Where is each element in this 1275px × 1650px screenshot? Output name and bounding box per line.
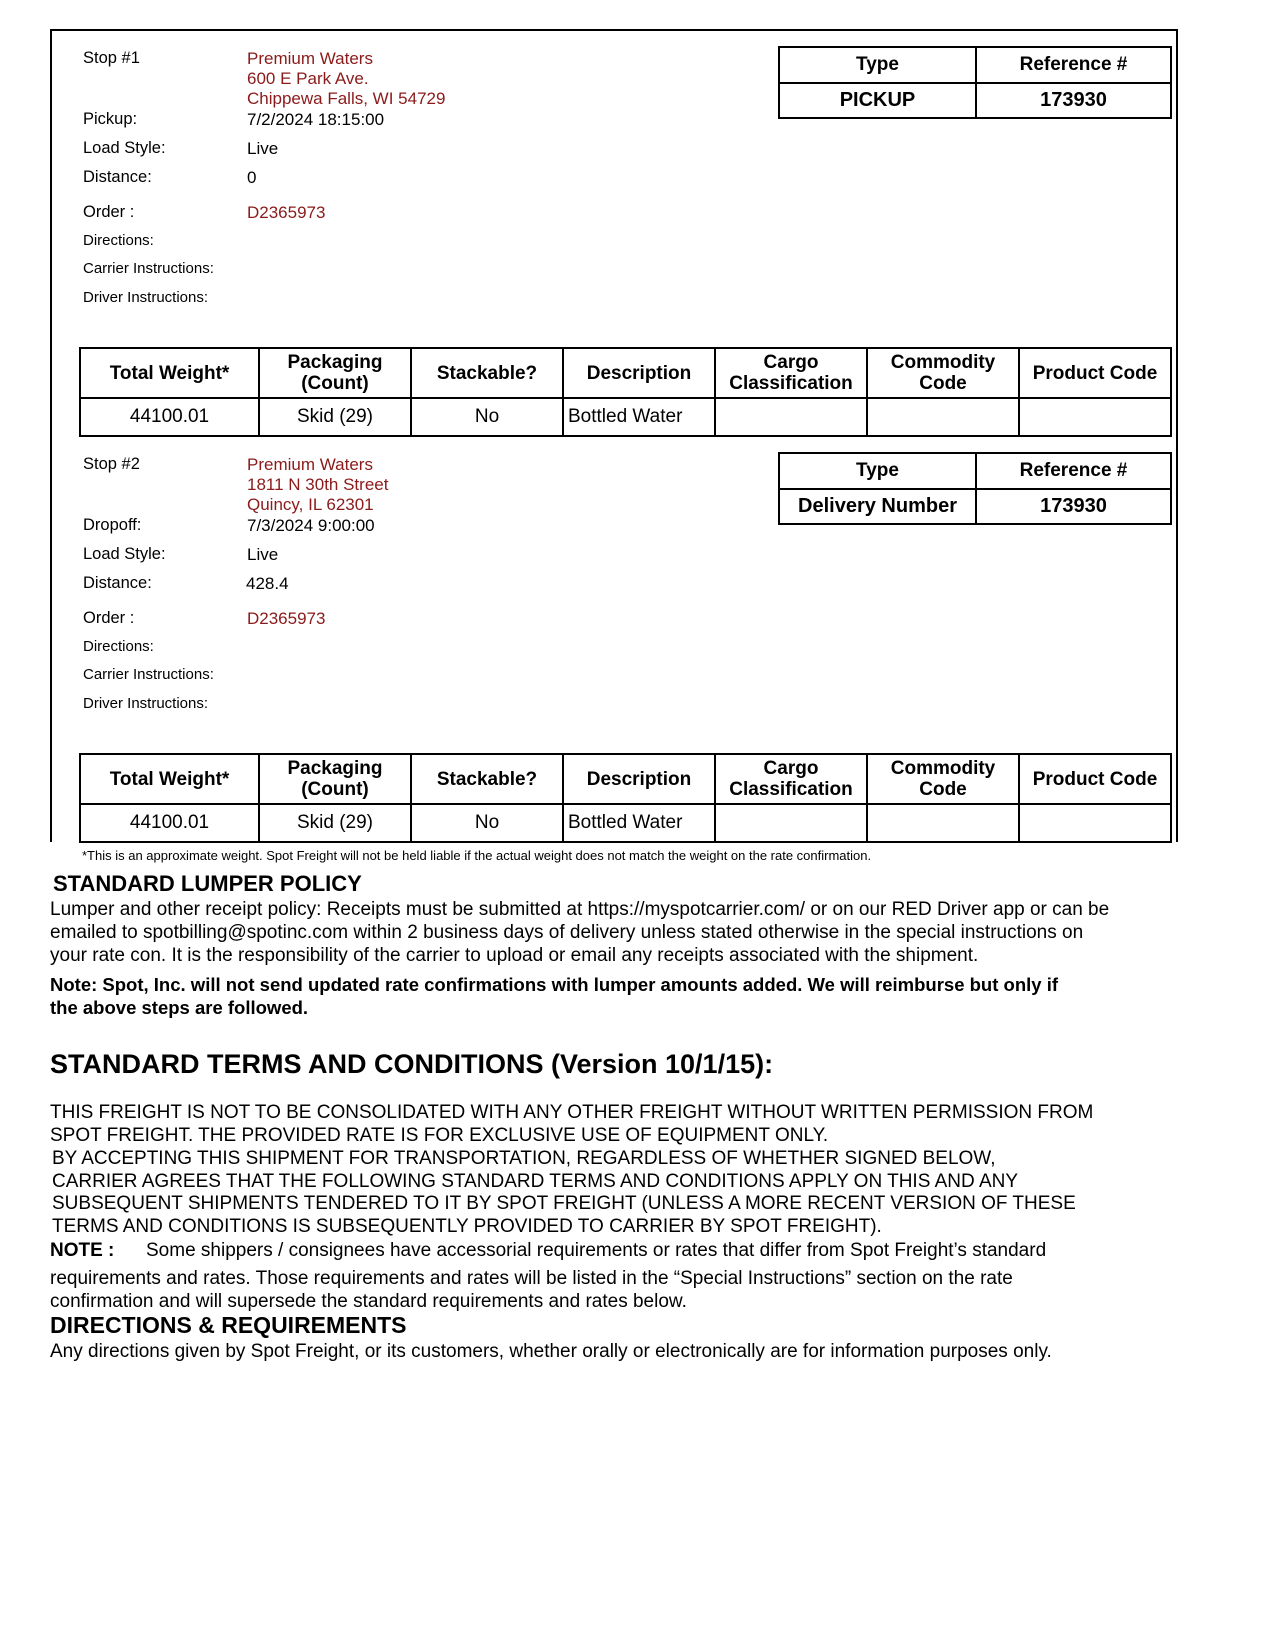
- cargo-packaging: Skid (29): [259, 398, 411, 436]
- stop-address-2: Chippewa Falls, WI 54729: [247, 89, 446, 108]
- lumper-note-line-2: the above steps are followed.: [50, 997, 309, 1018]
- cargo-product-code: [1019, 804, 1171, 842]
- carrier-instructions-label: Carrier Instructions:: [83, 260, 214, 277]
- cargo-header-description: Description: [563, 348, 715, 398]
- cargo-weight: 44100.01: [80, 398, 259, 436]
- cargo-header-weight: Total Weight*: [80, 754, 259, 804]
- ref-header-type: Type: [779, 453, 976, 489]
- cargo-description: Bottled Water: [563, 398, 715, 436]
- directions-label: Directions:: [83, 232, 154, 249]
- stop-label: Stop #1: [83, 49, 140, 67]
- cargo-classification: [715, 398, 867, 436]
- cargo-header-product-code: Product Code: [1019, 348, 1171, 398]
- cargo-header-description: Description: [563, 754, 715, 804]
- terms-note-first-line: Some shippers / consignees have accessorial requirements or rates that differ from Spot Freight’s standard: [146, 1240, 1047, 1261]
- cargo-header-packaging: Packaging (Count): [259, 348, 411, 398]
- lumper-line-2: emailed to spotbilling@spotinc.com within 2 business days of delivery unless stated otherwise in the special instructions on: [50, 922, 1084, 943]
- terms-line-1: THIS FREIGHT IS NOT TO BE CONSOLIDATED WITH ANY OTHER FREIGHT WITHOUT WRITTEN PERMISSION FROM: [50, 1102, 1094, 1123]
- cargo-header-weight: Total Weight*: [80, 348, 259, 398]
- order-number: D2365973: [247, 609, 326, 628]
- order-number: D2365973: [247, 203, 326, 222]
- stop-1-section: [50, 29, 1178, 436]
- distance-value: 0: [247, 168, 257, 187]
- stop-company: Premium Waters: [247, 455, 373, 474]
- load-style-value: Live: [247, 545, 279, 564]
- lumper-line-1: Lumper and other receipt policy: Receipts must be submitted at https://myspotcarrier.com/ or on our RED Driver app or can be: [50, 899, 1110, 920]
- cargo-classification: [715, 804, 867, 842]
- terms-note-label: NOTE :: [50, 1240, 115, 1261]
- cargo-table: [79, 347, 1172, 437]
- ref-header-number: Reference #: [976, 453, 1171, 489]
- cargo-description: Bottled Water: [563, 804, 715, 842]
- cargo-weight: 44100.01: [80, 804, 259, 842]
- cargo-header-product-code: Product Code: [1019, 754, 1171, 804]
- carrier-instructions-label: Carrier Instructions:: [83, 666, 214, 683]
- lumper-line-3: your rate con. It is the responsibility of the carrier to upload or email any receipts associated with the shipment.: [50, 945, 979, 966]
- reference-table: [778, 46, 1172, 119]
- lumper-note-line-1: Note: Spot, Inc. will not send updated rate confirmations with lumper amounts added. We will reimburse but only if: [50, 974, 1058, 995]
- weight-disclaimer: *This is an approximate weight. Spot Freight will not be held liable if the actual weight does not match the weight on the rate confirmation.: [82, 848, 872, 863]
- cargo-header-classification: Cargo Classification: [715, 754, 867, 804]
- cargo-commodity: [867, 398, 1019, 436]
- cargo-product-code: [1019, 398, 1171, 436]
- ref-type-value: PICKUP: [779, 83, 976, 118]
- cargo-stackable: No: [411, 398, 563, 436]
- stop-company: Premium Waters: [247, 49, 373, 68]
- distance-value: 428.4: [246, 574, 289, 593]
- table-row: [80, 804, 1171, 842]
- cargo-stackable: No: [411, 804, 563, 842]
- terms-line-5: SUBSEQUENT SHIPMENTS TENDERED TO IT BY SPOT FREIGHT (UNLESS A MORE RECENT VERSION OF THESE: [52, 1193, 1076, 1214]
- terms-heading: STANDARD TERMS AND CONDITIONS (Version 10/1/15):: [50, 1049, 774, 1079]
- cargo-header-commodity: Commodity Code: [867, 348, 1019, 398]
- cargo-commodity: [867, 804, 1019, 842]
- ref-number-value: 173930: [976, 83, 1171, 118]
- directions-label: Directions:: [83, 638, 154, 655]
- dropoff-time: 7/3/2024 9:00:00: [247, 516, 375, 535]
- pickup-time: 7/2/2024 18:15:00: [247, 110, 385, 129]
- terms-line-6: TERMS AND CONDITIONS IS SUBSEQUENTLY PROVIDED TO CARRIER BY SPOT FREIGHT).: [52, 1216, 882, 1237]
- cargo-packaging: Skid (29): [259, 804, 411, 842]
- load-style-label: Load Style:: [83, 545, 166, 563]
- cargo-header-stackable: Stackable?: [411, 754, 563, 804]
- cargo-header-classification: Cargo Classification: [715, 348, 867, 398]
- stop-address-1: 1811 N 30th Street: [247, 475, 389, 494]
- ref-header-number: Reference #: [976, 47, 1171, 83]
- terms-line-2: SPOT FREIGHT. THE PROVIDED RATE IS FOR EXCLUSIVE USE OF EQUIPMENT ONLY.: [50, 1125, 829, 1146]
- directions-heading: DIRECTIONS & REQUIREMENTS: [50, 1312, 407, 1338]
- distance-label: Distance:: [83, 574, 152, 592]
- cargo-header-stackable: Stackable?: [411, 348, 563, 398]
- lumper-heading: STANDARD LUMPER POLICY: [53, 871, 362, 896]
- load-style-value: Live: [247, 139, 279, 158]
- cargo-table: [79, 753, 1172, 843]
- cargo-header-commodity: Commodity Code: [867, 754, 1019, 804]
- table-row: [80, 398, 1171, 436]
- driver-instructions-label: Driver Instructions:: [83, 695, 209, 712]
- terms-note-line-3: confirmation and will supersede the standard requirements and rates below.: [50, 1291, 687, 1312]
- cargo-header-packaging: Packaging (Count): [259, 754, 411, 804]
- load-style-label: Load Style:: [83, 139, 166, 157]
- distance-label: Distance:: [83, 168, 152, 186]
- terms-line-3: BY ACCEPTING THIS SHIPMENT FOR TRANSPORTATION, REGARDLESS OF WHETHER SIGNED BELOW,: [52, 1148, 996, 1169]
- stop-label: Stop #2: [83, 455, 140, 473]
- ref-number-value: 173930: [976, 489, 1171, 524]
- ref-header-type: Type: [779, 47, 976, 83]
- ref-type-value: Delivery Number: [779, 489, 976, 524]
- order-label: Order :: [83, 203, 135, 221]
- driver-instructions-label: Driver Instructions:: [83, 289, 209, 306]
- stop-address-1: 600 E Park Ave.: [247, 69, 369, 88]
- reference-table: [778, 452, 1172, 525]
- dropoff-label: Dropoff:: [83, 516, 142, 534]
- pickup-label: Pickup:: [83, 110, 138, 128]
- order-label: Order :: [83, 609, 135, 627]
- terms-note-line-2: requirements and rates. Those requirements and rates will be listed in the “Special Instructions” section on the rate: [50, 1268, 1013, 1289]
- directions-text: Any directions given by Spot Freight, or its customers, whether orally or electronically are for information purposes only.: [50, 1341, 1052, 1362]
- stop-address-2: Quincy, IL 62301: [247, 495, 374, 514]
- stop-2-section: [50, 436, 1178, 842]
- terms-line-4: CARRIER AGREES THAT THE FOLLOWING STANDARD TERMS AND CONDITIONS APPLY ON THIS AND ANY: [52, 1171, 1019, 1192]
